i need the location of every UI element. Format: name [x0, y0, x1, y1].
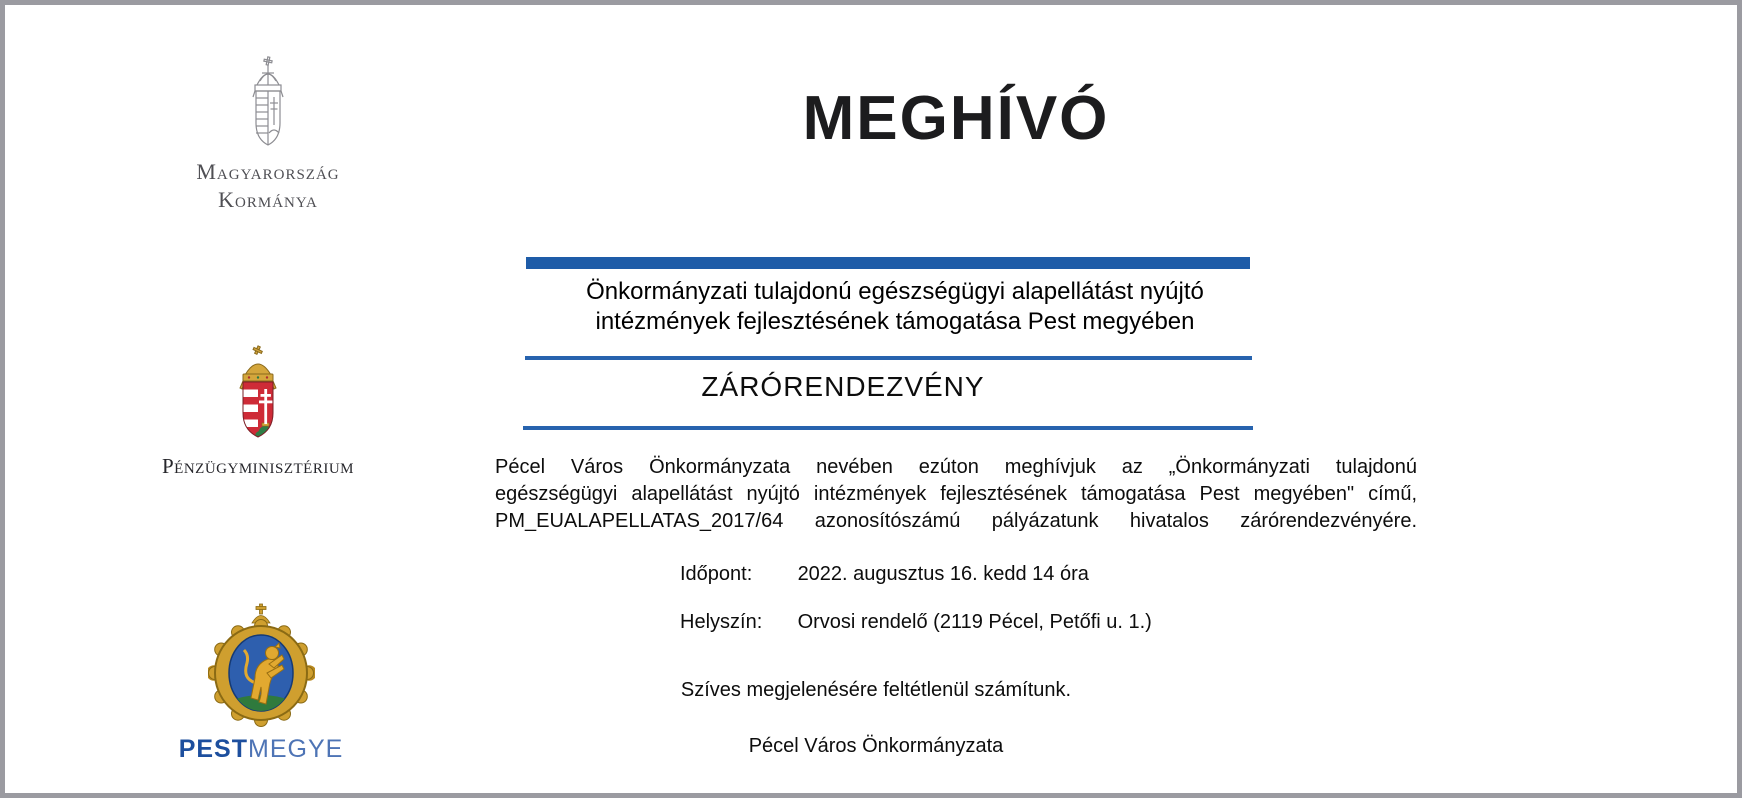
finance-ministry-coat-of-arms-icon: [158, 345, 358, 450]
pest-county-label: [161, 736, 361, 762]
program-title-line2: intézmények fejlesztésének támogatása Pest megyében: [595, 308, 1195, 335]
pest-county-label-light: MEGYE: [248, 735, 344, 763]
program-title: [533, 277, 1257, 337]
time-label: Időpont:: [680, 563, 753, 585]
location-value: Orvosi rendelő (2119 Pécel, Petőfi u. 1.): [797, 611, 1152, 633]
invitation-body-line3: PM_EUALAPELLATAS_2017/64 azonosítószámú pályázatunk hivatalos zárórendezvényére.: [495, 510, 1417, 532]
page-title: MEGHÍVÓ: [802, 84, 1110, 153]
location-label: Helyszín:: [680, 611, 763, 633]
finance-ministry-logo: [158, 345, 358, 477]
divider-thick: [526, 257, 1250, 269]
closing-line: Szíves megjelenésére feltétlenül számítunk.: [680, 679, 1072, 701]
pest-county-label-bold: PEST: [178, 735, 248, 763]
detail-row-location: [680, 611, 1152, 634]
detail-row-time: [680, 563, 1089, 586]
divider-thin-bottom: [523, 426, 1253, 430]
government-logo: [168, 55, 368, 211]
event-type-heading: ZÁRÓRENDEZVÉNY: [701, 371, 985, 402]
pest-county-coat-of-arms-icon: [161, 603, 361, 728]
invitation-body-line1: Pécel Város Önkormányzata nevében ezúton meghívjuk az „Önkormányzati tulajdonú: [495, 456, 1417, 478]
government-logo-line1: Magyarország: [196, 159, 340, 184]
signature-line: Pécel Város Önkormányzata: [748, 735, 1004, 757]
government-logo-line2: Kormánya: [218, 187, 318, 212]
hungary-coat-of-arms-outline-icon: [168, 55, 368, 155]
pest-county-logo: [161, 603, 361, 762]
time-value: 2022. augusztus 16. kedd 14 óra: [797, 563, 1089, 585]
invitation-body: [495, 454, 1417, 535]
finance-ministry-label: Pénzügyminisztérium: [162, 454, 354, 478]
divider-thin-top: [525, 356, 1252, 360]
invitation-body-line2: egészségügyi alapellátást nyújtó intézmények fejlesztésének támogatása Pest megyében" című,: [495, 483, 1417, 505]
program-title-line1: Önkormányzati tulajdonú egészségügyi alapellátást nyújtó: [586, 278, 1204, 305]
